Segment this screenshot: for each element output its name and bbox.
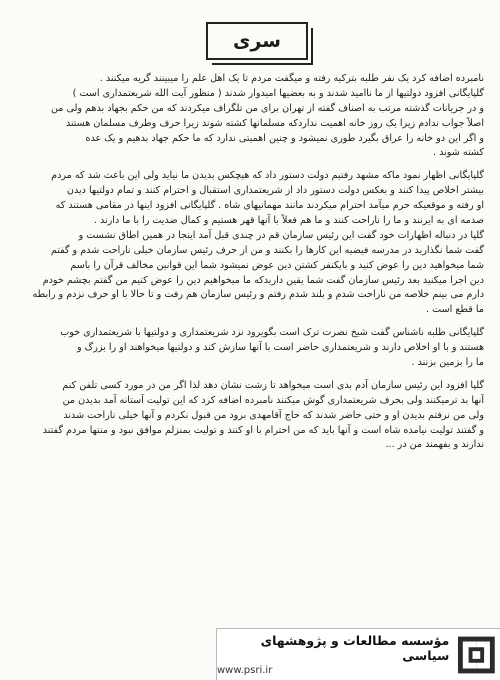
paragraph-gap [16,318,484,326]
document-line: ما را بزمین بزنند . [411,357,484,369]
watermark-logo [216,628,500,680]
document-line: گلپایگانی طلبه ناشناس گفت شیخ نصرت ترک است بگویرود نزد شریعتمداری و دولتیها با شریعتمداری خوب [60,327,484,339]
document-line: صدمه ای به ایرنند و ما را ناراحت کنند و ما هم فعلاً با آنها قهر هستیم و کمال ضدیت را با ما دارند . [93,215,484,227]
watermark-url: www.psri.ir [217,665,273,676]
document-line: بیشتر اخلاص پیدا کنند و بعکس دولت دستور داد از شریعتمداری استقبال و احترام کنند و تمام دولتیها دیدن [66,185,484,197]
document-line: ندارند و بفهمند من در ... [385,439,484,451]
document-line: گلپا افزود این رئیس سازمان آدم بدی است میخواهد تا زشت نشان دهد لذا اگر من در مورد کسی تلفن کنم [62,379,484,391]
document-line: گلپا در دنباله اظهارات خود گفت این رئیس سازمان قم در چندی قبل آمد اینجا در همین اطاق نشست و [78,229,484,241]
document-line: اصلاً جواب ندادم زیرا یک روز خانه اهمیت نداردکه مسلمانها کشته شوند زیرا حرف وطرف مسلمان هستند [65,117,484,129]
document-line: او رفته و موقعیکه حرم میآمد احترام میکردند مانند مهمانیهای شاه . گلپایگانی افزود اینها در مقامی هستند که [55,200,484,212]
paragraph-gap [16,161,484,169]
document-line: دارم می بینم خلاصه من ناراحت شدم و بلند شدم رفتم و رئیس سازمان هم رفت و تا حالا با او حرف نزدم و رابطه [32,289,484,301]
document-line: هستند و با او اخلاص دارند و شریعتمداری حاضر است با آنها سازش کند و دولتیها میخواهند او را بزرگ و [76,342,484,354]
document-line: گفت شما نگذارید در مدرسه فیضیه این کارها را بکنند و من از حرف رئیس سازمان خیلی ناراحت شدم و گفتم [50,244,484,256]
paragraph-gap [16,371,484,379]
document-line: شما میخواهید دین را عوض کنید و بایکنفر کشتن دین عوض نمیشود شما این قوانین مخالف قرآن را باسم [70,259,484,271]
institute-logo-icon [457,635,496,675]
document-title: سری [233,30,281,52]
document-line: و اگر این دو خانه را عراق بگیرد طوری نمیشود و چنین اهمیتی ندارد که ما حکم جهاد بدهیم و یک عده [85,132,484,144]
document-body [16,72,484,680]
document-title-box [206,22,308,60]
document-line: و گفتند تولیت نیامده شاه است و آنها باید که من احترام با او کنند و تولیت بمنزلم موافق نبود و منتها مردم گفتند [42,424,484,436]
document-line: نامبرده اضافه کرد یک نفر طلبه بترکیه رفته و میگفت مردم تا یک اهل علم را میبینند گریه میکنند . [99,73,484,84]
document-line: آنها بد ترمیکنند ولی بحرف شریعتمداری گوش میکنند نامبرده اضافه کرد که این تولیت آستانه آمد بدیدن من [62,394,484,406]
document-line: ما قطع است . [426,304,484,316]
document-line: دین اجرا میکنید بعد رئیس سازمان گفت شما یقین داریدکه ما میخواهیم دین را عوض کنیم من گفتم بچشم خودم [42,274,484,286]
document-line: و در جریانات گذشته مرتب به اصناف گفته از تهران برای من تلگراف میکردند که من حکم بجهاد بدهم ولی من [50,102,484,114]
document-line: گلپایگانی افزود دولتیها از ما ناامید شدند و به بعضیها امیدوار شدند ( منظور آیت الله شریعتمداری است ) [72,87,484,99]
document-line: کشته شوند . [432,147,484,159]
watermark-name: مؤسسه مطالعات و پژوهشهای سیاسی [260,633,450,663]
document-line: ولی من نرفتم بدیدن او و حتی حاضر شدند که حاج آقامهدی برود من قبول نکردم و آنها خیلی ناراحت شدند [63,409,484,421]
document-line: گلپایگانی اظهار نمود ماکه مشهد رفتیم دولت دستور داد که هیچکس بدیدن ما نیاید ولی این باعث شد که مردم [51,170,484,182]
